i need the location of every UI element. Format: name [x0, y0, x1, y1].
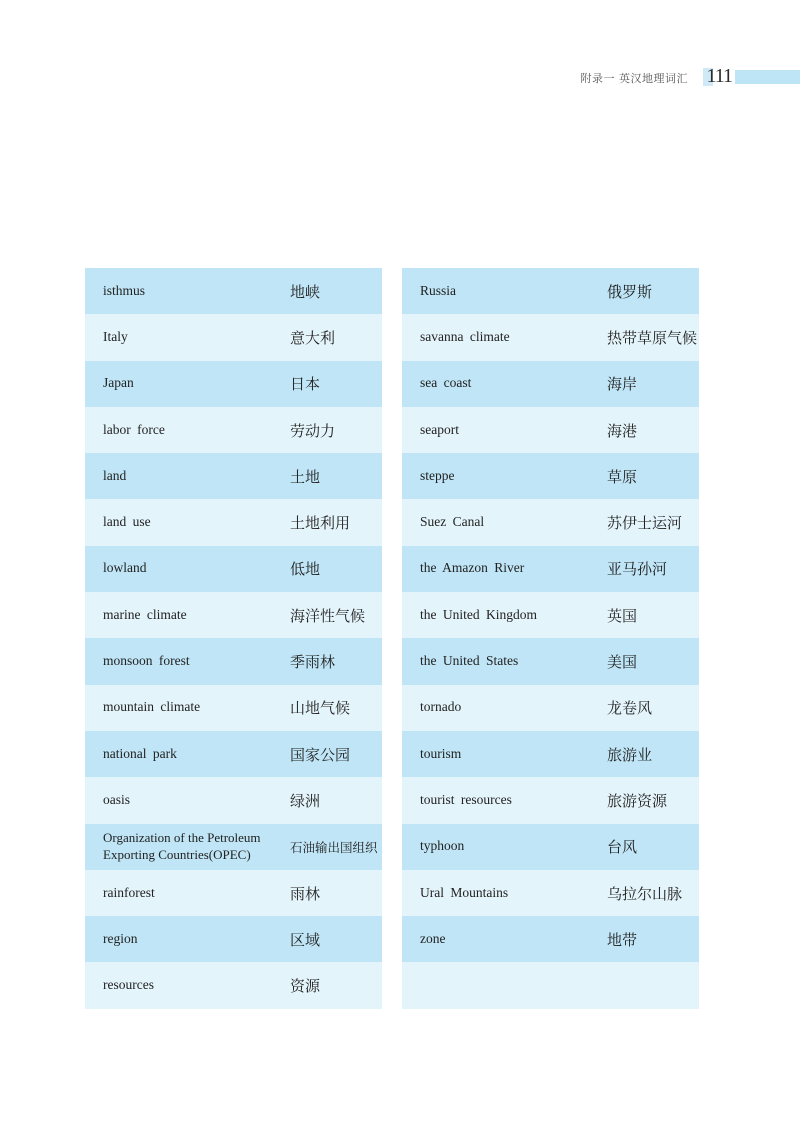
- table-row: [85, 268, 382, 314]
- table-row: [402, 361, 699, 407]
- english-term: marine climate: [103, 606, 187, 622]
- chinese-term: 石油输出国组织: [290, 839, 378, 855]
- english-term: Russia: [420, 282, 457, 298]
- table-row: [85, 916, 382, 962]
- english-term: Japan: [103, 375, 134, 391]
- table-row: [402, 638, 699, 684]
- english-term: steppe: [420, 467, 455, 483]
- table-row: [402, 453, 699, 499]
- chinese-term: 劳动力: [290, 421, 336, 440]
- table-row: [85, 407, 382, 453]
- chinese-term: 苏伊士运河: [607, 514, 683, 533]
- page-header: [0, 62, 800, 94]
- section-title: 附录一 英汉地理词汇: [580, 72, 688, 85]
- page-number: 111: [706, 65, 732, 87]
- table-row: [85, 777, 382, 823]
- table-row: [402, 407, 699, 453]
- chinese-term: 日本: [290, 375, 321, 394]
- english-term: the Amazon River: [420, 560, 525, 576]
- chinese-term: 海港: [607, 421, 638, 440]
- english-term: labor force: [103, 421, 165, 437]
- english-term: land: [103, 467, 127, 483]
- chinese-term: 旅游资源: [607, 791, 668, 810]
- chinese-term: 旅游业: [607, 745, 653, 764]
- english-term: tornado: [420, 699, 462, 715]
- english-term: the United States: [420, 653, 519, 669]
- table-row: [402, 592, 699, 638]
- chinese-term: 龙卷风: [607, 699, 653, 718]
- chinese-term: 土地利用: [290, 514, 351, 533]
- english-term: land use: [103, 514, 151, 530]
- english-term: sea coast: [420, 375, 472, 391]
- chinese-term: 乌拉尔山脉: [607, 884, 683, 903]
- chinese-term: 雨林: [290, 884, 321, 903]
- english-term: Organization of the Petroleum Exporting Countries(OPEC): [103, 830, 261, 862]
- chinese-term: 绿洲: [290, 791, 321, 810]
- table-row: [402, 962, 699, 1008]
- english-term: the United Kingdom: [420, 606, 537, 622]
- chinese-term: 亚马孙河: [607, 560, 668, 579]
- english-term: resources: [103, 977, 154, 993]
- chinese-term: 资源: [290, 977, 321, 996]
- chinese-term: 区域: [290, 930, 321, 949]
- english-term: seaport: [420, 421, 459, 437]
- chinese-term: 台风: [607, 838, 638, 857]
- table-row: [402, 546, 699, 592]
- english-term: oasis: [103, 791, 130, 807]
- table-row: [402, 777, 699, 823]
- chinese-term: 地峡: [290, 282, 321, 301]
- english-term: lowland: [103, 560, 147, 576]
- table-row: [85, 962, 382, 1008]
- english-term: typhoon: [420, 838, 465, 854]
- table-row: [402, 870, 699, 916]
- table-row: [402, 268, 699, 314]
- english-term: tourism: [420, 745, 462, 761]
- english-term: mountain climate: [103, 699, 201, 715]
- chinese-term: 意大利: [290, 328, 336, 347]
- table-row: [85, 499, 382, 545]
- english-term: Suez Canal: [420, 514, 485, 530]
- table-row: [85, 685, 382, 731]
- header-bar: [735, 70, 800, 84]
- chinese-term: 海岸: [607, 375, 638, 394]
- table-row: [402, 314, 699, 360]
- chinese-term: 俄罗斯: [607, 282, 653, 301]
- english-term: region: [103, 930, 138, 946]
- table-row: [85, 361, 382, 407]
- english-term: tourist resources: [420, 791, 512, 807]
- chinese-term: 国家公园: [290, 745, 351, 764]
- table-row: [402, 824, 699, 870]
- table-row: [85, 638, 382, 684]
- chinese-term: 季雨林: [290, 653, 336, 672]
- chinese-term: 土地: [290, 467, 321, 486]
- chinese-term: 低地: [290, 560, 321, 579]
- table-row: [85, 453, 382, 499]
- english-term: national park: [103, 745, 177, 761]
- chinese-term: 美国: [607, 653, 638, 672]
- table-row: [85, 592, 382, 638]
- english-term: savanna climate: [420, 329, 510, 344]
- english-term: monsoon forest: [103, 653, 190, 669]
- chinese-term: 草原: [607, 467, 638, 486]
- english-term: isthmus: [103, 282, 146, 298]
- chinese-term: 热带草原气候: [607, 328, 698, 347]
- glossary-table-left: [85, 268, 382, 1009]
- table-row: [402, 916, 699, 962]
- table-row: [85, 314, 382, 360]
- table-row: [85, 870, 382, 916]
- english-term: zone: [420, 930, 446, 946]
- chinese-term: 海洋性气候: [290, 606, 366, 625]
- table-row: [402, 499, 699, 545]
- chinese-term: 山地气候: [290, 699, 351, 718]
- english-term: rainforest: [103, 884, 155, 900]
- english-term: Italy: [103, 329, 128, 344]
- table-row: [402, 685, 699, 731]
- chinese-term: 地带: [607, 930, 638, 949]
- chinese-term: 英国: [607, 606, 638, 625]
- table-row: [85, 731, 382, 777]
- english-term: Ural Mountains: [420, 884, 509, 900]
- table-row: [85, 824, 382, 870]
- table-row: [402, 731, 699, 777]
- table-row: [85, 546, 382, 592]
- glossary-table-right: [402, 268, 699, 1009]
